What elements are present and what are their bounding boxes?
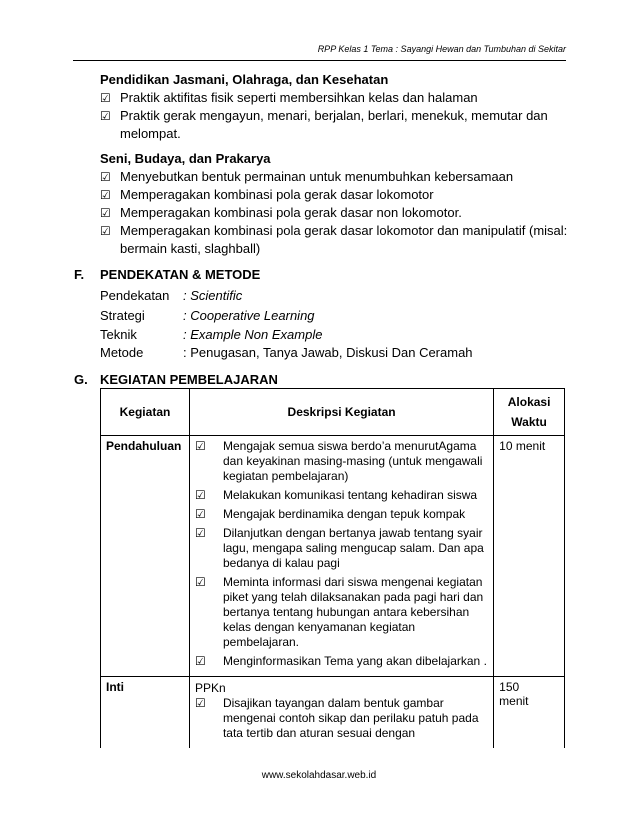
checkbox-icon: ☑ — [194, 526, 206, 540]
activities-table — [100, 388, 565, 748]
page-footer: www.sekolahdasar.web.id — [261, 770, 377, 781]
activity-text: Mengajak semua siswa berdo’a menurutAgama dan keyakinan masing-masing (untuk mengawali kegiatan pembelajaran) — [222, 439, 483, 483]
time-cell — [494, 677, 565, 749]
sbdp-item-text: Menyebutkan bentuk permainan untuk menumbuhkan kebersamaan — [120, 169, 514, 184]
checkbox-icon: ☑ — [100, 170, 111, 184]
activity-text: Menginformasikan Tema yang akan dibelajarkan . — [222, 654, 487, 668]
section-g-letter: G. — [74, 372, 88, 387]
activity-text: Disajikan tayangan dalam bentuk gambar mengenai contoh sikap dan perilaku patuh pada tata tertib dan aturan sesuai dengan — [222, 696, 479, 740]
section-f-letter: F. — [74, 267, 85, 282]
activity-item — [195, 439, 488, 484]
phase-cell: Inti — [101, 677, 190, 749]
checkbox-icon: ☑ — [100, 188, 111, 202]
sbdp-item-text: Memperagakan kombinasi pola gerak dasar non lokomotor. — [120, 205, 462, 220]
pjok-item-text: Praktik aktifitas fisik seperti membersihkan kelas dan halaman — [120, 90, 478, 105]
pjok-item-text: Praktik gerak mengayun, menari, berjalan, berlari, menekuk, memutar dan melompat. — [120, 108, 548, 141]
sbdp-heading: Seni, Budaya, dan Prakarya — [100, 151, 271, 166]
header-deskripsi: Deskripsi Kegiatan — [189, 389, 493, 436]
checkbox-icon: ☑ — [194, 439, 206, 453]
activity-item — [195, 507, 488, 522]
strategy-value: : Cooperative Learning — [183, 308, 315, 323]
activity-text: Mengajak berdinamika dengan tepuk kompak — [222, 507, 466, 521]
sbdp-item-text: Memperagakan kombinasi pola gerak dasar lokomotor dan manipulatif (misal: bermain kasti, slaghball) — [120, 223, 568, 256]
time-text: 150 menit — [499, 680, 529, 708]
checkbox-icon: ☑ — [194, 488, 206, 502]
checkbox-icon: ☑ — [194, 696, 206, 710]
section-f-title: PENDEKATAN & METODE — [100, 267, 261, 282]
description-cell — [189, 677, 493, 749]
description-cell — [189, 436, 493, 677]
activity-item — [195, 575, 488, 650]
header-kegiatan: Kegiatan — [101, 389, 190, 436]
approach-value: : Scientific — [183, 288, 243, 303]
subject-label: PPKn — [194, 681, 226, 695]
sbdp-item-text: Memperagakan kombinasi pola gerak dasar lokomotor — [120, 187, 434, 202]
technique-value: : Example Non Example — [183, 327, 323, 342]
method-key: Metode — [100, 345, 144, 360]
checkbox-icon: ☑ — [194, 507, 206, 521]
section-g-title: KEGIATAN PEMBELAJARAN — [100, 372, 278, 387]
checkbox-icon: ☑ — [100, 109, 111, 123]
technique-key: Teknik — [100, 327, 137, 342]
checkbox-icon: ☑ — [100, 91, 111, 105]
activity-item — [195, 488, 488, 503]
activity-text: Melakukan komunikasi tentang kehadiran siswa — [222, 488, 478, 502]
activity-item — [195, 654, 488, 669]
table-row — [101, 436, 565, 677]
checkbox-icon: ☑ — [194, 575, 206, 589]
phase-cell: Pendahuluan — [101, 436, 190, 677]
activity-text: Dilanjutkan dengan bertanya jawab tentang syair lagu, mengapa saling mengucap salam. Dan apa bedanya di kalau pagi — [222, 526, 484, 570]
approach-key: Pendekatan — [100, 288, 170, 303]
page-header: RPP Kelas 1 Tema : Sayangi Hewan dan Tumbuhan di Sekitar — [317, 44, 566, 54]
activity-item — [195, 526, 488, 571]
time-cell: 10 menit — [494, 436, 565, 677]
checkbox-icon: ☑ — [100, 206, 111, 220]
activity-text: Meminta informasi dari siswa mengenai kegiatan piket yang telah dilaksanakan pada pagi hari dan bertanya tentang hubungan antara kebersihan kelas dengan kenyamanan kegiatan pembelajaran. — [222, 575, 484, 649]
pjok-heading: Pendidikan Jasmani, Olahraga, dan Kesehatan — [100, 72, 389, 87]
table-header-row — [101, 389, 565, 436]
table-row — [101, 677, 565, 749]
activity-item — [195, 696, 488, 741]
strategy-key: Strategi — [100, 308, 145, 323]
method-value: : Penugasan, Tanya Jawab, Diskusi Dan Ceramah — [183, 345, 473, 360]
checkbox-icon: ☑ — [194, 654, 206, 668]
checkbox-icon: ☑ — [100, 224, 111, 238]
header-alokasi: Alokasi Waktu — [494, 389, 565, 436]
